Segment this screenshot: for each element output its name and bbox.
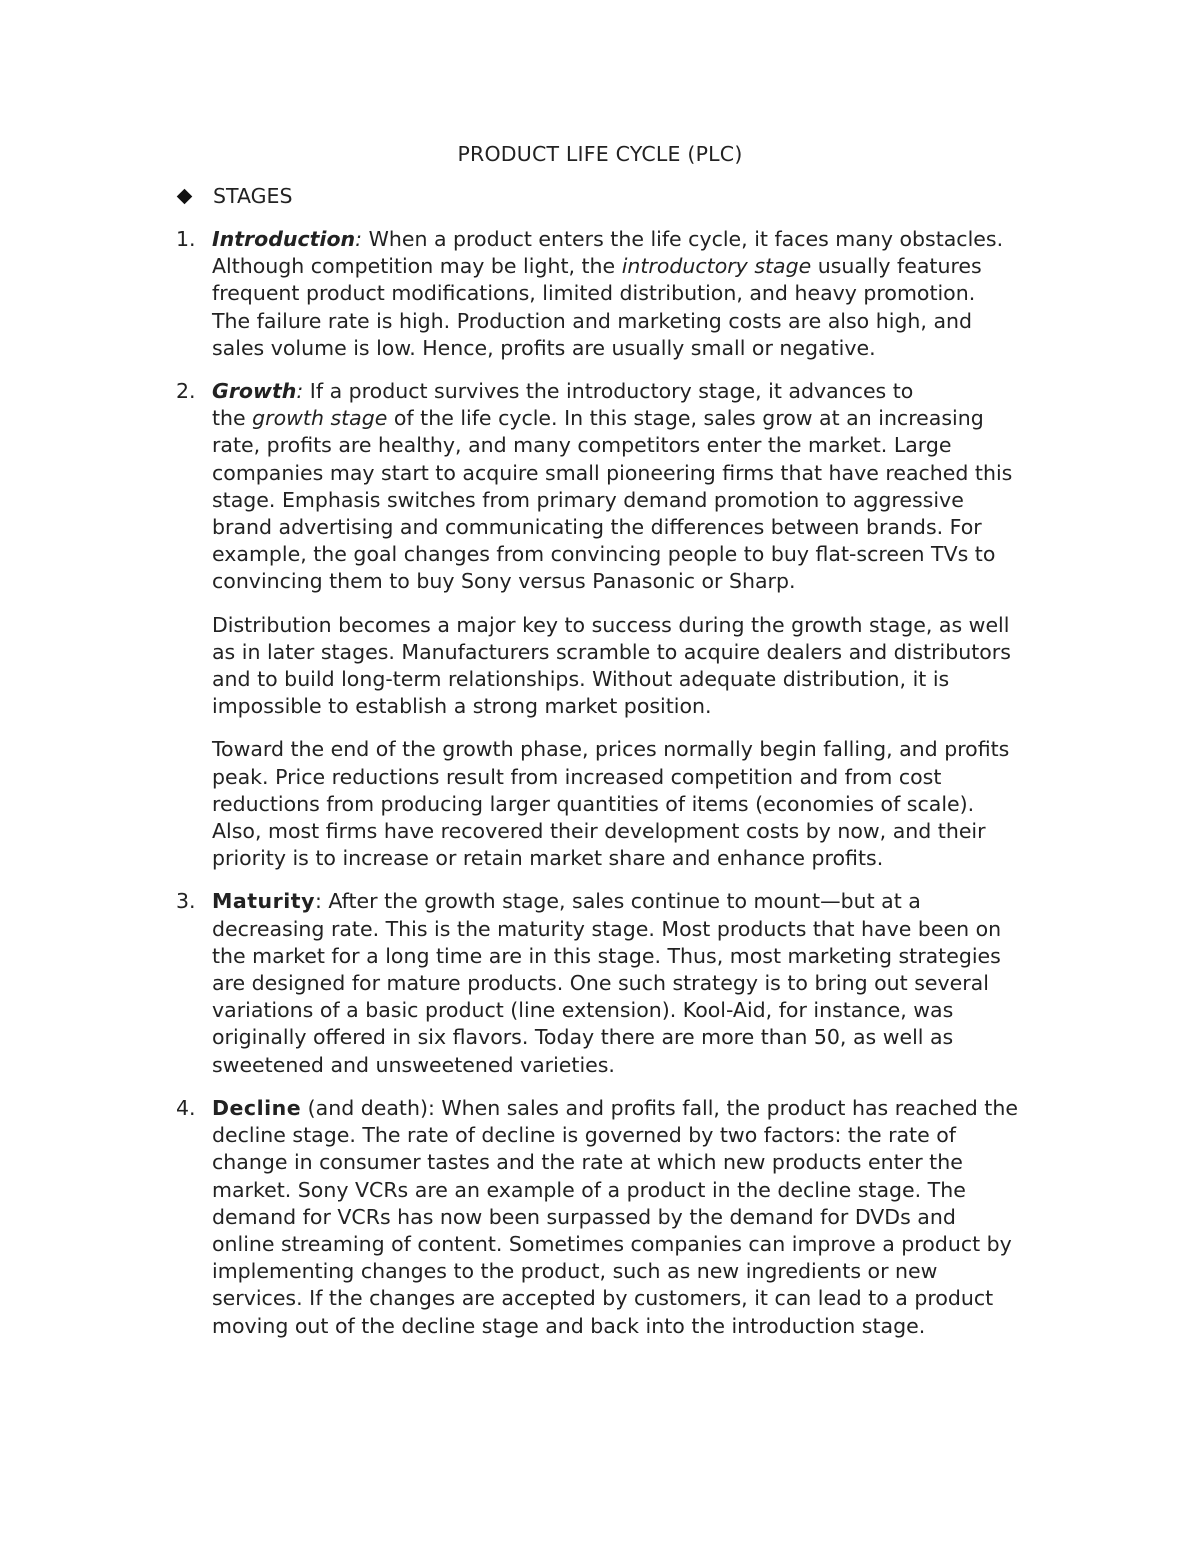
term-growth: Growth bbox=[212, 379, 297, 404]
text-line: example, the goal changes from convincing people to buy flat-screen TVs to bbox=[212, 542, 996, 567]
list-number: 2. bbox=[176, 379, 196, 404]
text-span: usually features bbox=[811, 254, 982, 279]
text-line: variations of a basic product (line extension). Kool-Aid, for instance, was bbox=[212, 998, 954, 1023]
text-line: online streaming of content. Sometimes companies can improve a product by bbox=[212, 1231, 1012, 1256]
paragraph bbox=[212, 1095, 1062, 1340]
list-number: 4. bbox=[176, 1095, 196, 1120]
text-line: change in consumer tastes and the rate at which new products enter the bbox=[212, 1150, 963, 1175]
text-line: stage. Emphasis switches from primary demand promotion to aggressive bbox=[212, 487, 964, 512]
text-span: When a product enters the life cycle, it faces many obstacles. bbox=[362, 227, 1004, 251]
list-item-decline bbox=[0, 1095, 1200, 1340]
text-line bbox=[212, 378, 1062, 405]
text-line bbox=[212, 1095, 1062, 1122]
text-line: demand for VCRs has now been surpassed by the demand for DVDs and bbox=[212, 1204, 956, 1229]
text-line: the market for a long time are in this stage. Thus, most marketing strategies bbox=[212, 943, 1001, 968]
text-line bbox=[212, 888, 1062, 915]
term-maturity: Maturity bbox=[212, 889, 315, 914]
text-line: sweetened and unsweetened varieties. bbox=[212, 1052, 615, 1077]
text-span: If a product survives the introductory stage, it advances to bbox=[303, 379, 914, 404]
paragraph bbox=[212, 736, 1062, 872]
text-line: sales volume is low. Hence, profits are usually small or negative. bbox=[212, 335, 876, 360]
paragraph bbox=[212, 226, 1062, 362]
paragraph bbox=[212, 612, 1062, 721]
text-line bbox=[212, 226, 1062, 253]
paragraph bbox=[212, 888, 1062, 1078]
text-line: priority is to increase or retain market share and enhance profits. bbox=[212, 846, 884, 871]
diamond-bullet-icon bbox=[177, 188, 193, 204]
term-decline: Decline bbox=[212, 1095, 302, 1120]
text-line: implementing changes to the product, such as new ingredients or new bbox=[212, 1259, 938, 1284]
text-line: market. Sony VCRs are an example of a product in the decline stage. The bbox=[212, 1177, 966, 1202]
text-line: impossible to establish a strong market position. bbox=[212, 694, 712, 719]
text-line: Toward the end of the growth phase, prices normally begin falling, and profits bbox=[212, 737, 1010, 762]
list-item-maturity bbox=[0, 888, 1200, 1078]
text-line: decline stage. The rate of decline is governed by two factors: the rate of bbox=[212, 1123, 956, 1148]
section-heading bbox=[176, 182, 292, 210]
list-number: 3. bbox=[176, 889, 196, 914]
text-line: Also, most firms have recovered their development costs by now, and their bbox=[212, 819, 986, 844]
text-line bbox=[212, 405, 1062, 432]
text-line: peak. Price reductions result from increased competition and from cost bbox=[212, 764, 942, 789]
list-item-introduction bbox=[0, 226, 1200, 362]
text-line: services. If the changes are accepted by customers, it can lead to a product bbox=[212, 1286, 994, 1311]
text-line: are designed for mature products. One such strategy is to bring out several bbox=[212, 971, 989, 996]
term-introduction: Introduction bbox=[212, 227, 356, 251]
text-span: (and death): When sales and profits fall, the product has reached the bbox=[301, 1095, 1018, 1120]
text-span: Although competition may be light, the bbox=[212, 254, 622, 279]
list-number: 1. bbox=[176, 227, 196, 251]
stages-list bbox=[0, 226, 1200, 1356]
page-title: PRODUCT LIFE CYCLE (PLC) bbox=[457, 142, 743, 166]
text-line: as in later stages. Manufacturers scramble to acquire dealers and distributors bbox=[212, 639, 1011, 664]
text-line: rate, profits are healthy, and many competitors enter the market. Large bbox=[212, 433, 952, 458]
text-line: originally offered in six flavors. Today there are more than 50, as well as bbox=[212, 1025, 954, 1050]
section-heading-label: STAGES bbox=[213, 184, 293, 208]
text-span: of the life cycle. In this stage, sales grow at an increasing bbox=[387, 406, 984, 431]
text-line: brand advertising and communicating the differences between brands. For bbox=[212, 515, 982, 540]
text-span: : After the growth stage, sales continue to mount—but at a bbox=[314, 889, 921, 914]
list-item-growth bbox=[0, 378, 1200, 872]
term-colon: : bbox=[355, 227, 363, 251]
text-line: reductions from producing larger quantities of items (economies of scale). bbox=[212, 791, 975, 816]
text-line: companies may start to acquire small pioneering firms that have reached this bbox=[212, 460, 1013, 485]
italic-phrase: growth stage bbox=[252, 406, 388, 431]
paragraph bbox=[212, 378, 1062, 596]
text-line: Distribution becomes a major key to success during the growth stage, as well bbox=[212, 612, 1010, 637]
text-line: The failure rate is high. Production and marketing costs are also high, and bbox=[212, 308, 973, 333]
text-line: convincing them to buy Sony versus Panasonic or Sharp. bbox=[212, 569, 796, 594]
text-line: and to build long-term relationships. Without adequate distribution, it is bbox=[212, 667, 950, 692]
text-span: the bbox=[212, 406, 253, 431]
text-line: decreasing rate. This is the maturity stage. Most products that have been on bbox=[212, 916, 1002, 941]
italic-phrase: introductory stage bbox=[621, 254, 812, 279]
term-colon: : bbox=[296, 379, 304, 404]
text-line: moving out of the decline stage and back into the introduction stage. bbox=[212, 1313, 926, 1338]
text-line: frequent product modifications, limited distribution, and heavy promotion. bbox=[212, 281, 976, 306]
text-line bbox=[212, 253, 1062, 280]
